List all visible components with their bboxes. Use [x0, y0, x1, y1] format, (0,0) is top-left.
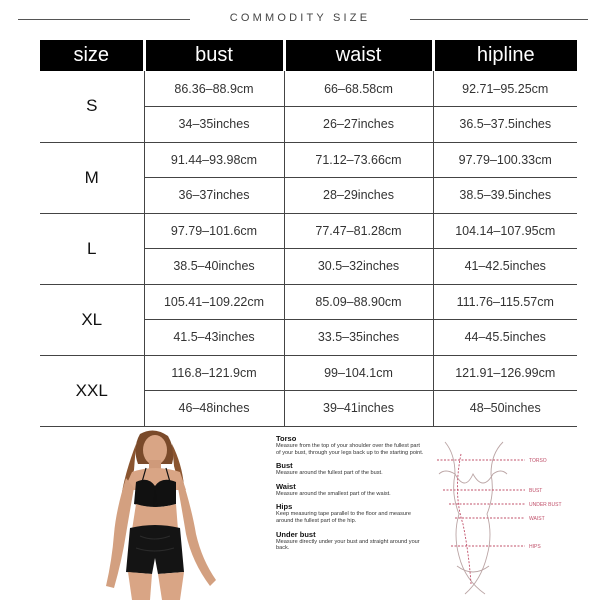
size-label: XXL — [40, 355, 144, 426]
column-header-size: size — [40, 40, 144, 71]
model-photo — [92, 430, 222, 600]
bust-cm: 105.41–109.22cm — [144, 284, 284, 320]
waist-inches: 26–27inches — [284, 107, 433, 143]
bust-cm: 116.8–121.9cm — [144, 355, 284, 391]
size-label: L — [40, 213, 144, 284]
bust-cm: 91.44–93.98cm — [144, 142, 284, 178]
table-row — [40, 284, 577, 320]
size-label: S — [40, 71, 144, 142]
hipline-cm: 111.76–115.57cm — [433, 284, 577, 320]
table-row — [40, 213, 577, 249]
size-label: XL — [40, 284, 144, 355]
bust-cm: 97.79–101.6cm — [144, 213, 284, 249]
guide-description: Measure around the smallest part of the waist. — [276, 490, 391, 497]
waist-inches: 30.5–32inches — [284, 249, 433, 285]
column-header-hipline: hipline — [433, 40, 577, 71]
hipline-cm: 121.91–126.99cm — [433, 355, 577, 391]
column-header-bust: bust — [144, 40, 284, 71]
guide-title: Torso — [276, 434, 297, 443]
hipline-cm: 104.14–107.95cm — [433, 213, 577, 249]
guide-item-bust — [276, 461, 426, 477]
guide-item-waist — [276, 482, 426, 498]
bust-cm: 86.36–88.9cm — [144, 71, 284, 107]
bust-inches: 46–48inches — [144, 391, 284, 427]
guide-item-under-bust — [276, 530, 426, 552]
waist-cm: 71.12–73.66cm — [284, 142, 433, 178]
header-rule-right — [410, 19, 588, 20]
guide-title: Waist — [276, 481, 296, 491]
figure-label-under-bust: UNDER BUST — [529, 502, 562, 508]
table-header-row — [40, 40, 577, 71]
hipline-inches: 48–50inches — [433, 391, 577, 427]
hipline-inches: 41–42.5inches — [433, 249, 577, 285]
waist-cm: 77.47–81.28cm — [284, 213, 433, 249]
table-row — [40, 355, 577, 391]
page-title: COMMODITY SIZE — [229, 12, 371, 24]
measurement-guide — [276, 434, 426, 557]
guide-title: Under bust — [276, 529, 316, 539]
guide-description: Measure from the top of your shoulder over the fullest part of your bust, through your legs back up to the starting point. — [276, 443, 424, 456]
bust-inches: 36–37inches — [144, 178, 284, 214]
guide-description: Measure around the fullest part of the bust. — [276, 470, 383, 477]
hipline-cm: 97.79–100.33cm — [433, 142, 577, 178]
bust-inches: 38.5–40inches — [144, 249, 284, 285]
guide-description: Measure directly under your bust and straight around your back. — [276, 538, 420, 552]
size-label: M — [40, 142, 144, 213]
hipline-inches: 38.5–39.5inches — [433, 178, 577, 214]
waist-inches: 33.5–35inches — [284, 320, 433, 356]
column-header-waist: waist — [284, 40, 433, 71]
bust-inches: 34–35inches — [144, 107, 284, 143]
hipline-inches: 44–45.5inches — [433, 320, 577, 356]
table-row — [40, 142, 577, 178]
guide-description: Keep measuring tape parallel to the floor and measure around the fullest part of the hip. — [276, 511, 411, 524]
guide-item-torso — [276, 434, 426, 456]
hipline-cm: 92.71–95.25cm — [433, 71, 577, 107]
bust-inches: 41.5–43inches — [144, 320, 284, 356]
header-rule-left — [18, 19, 190, 20]
waist-cm: 99–104.1cm — [284, 355, 433, 391]
guide-title: Bust — [276, 461, 293, 471]
waist-inches: 28–29inches — [284, 178, 433, 214]
body-measurement-diagram — [425, 434, 585, 598]
measurement-section — [0, 428, 600, 600]
hipline-inches: 36.5–37.5inches — [433, 107, 577, 143]
waist-inches: 39–41inches — [284, 391, 433, 427]
guide-title: Hips — [276, 502, 293, 512]
size-chart-table — [40, 40, 577, 427]
guide-item-hips — [276, 502, 426, 524]
figure-label-bust: BUST — [529, 488, 543, 494]
figure-label-waist: WAIST — [529, 516, 545, 522]
figure-label-torso: TORSO — [529, 458, 547, 464]
waist-cm: 85.09–88.90cm — [284, 284, 433, 320]
figure-label-hips: HIPS — [529, 544, 541, 550]
table-row — [40, 71, 577, 107]
waist-cm: 66–68.58cm — [284, 71, 433, 107]
